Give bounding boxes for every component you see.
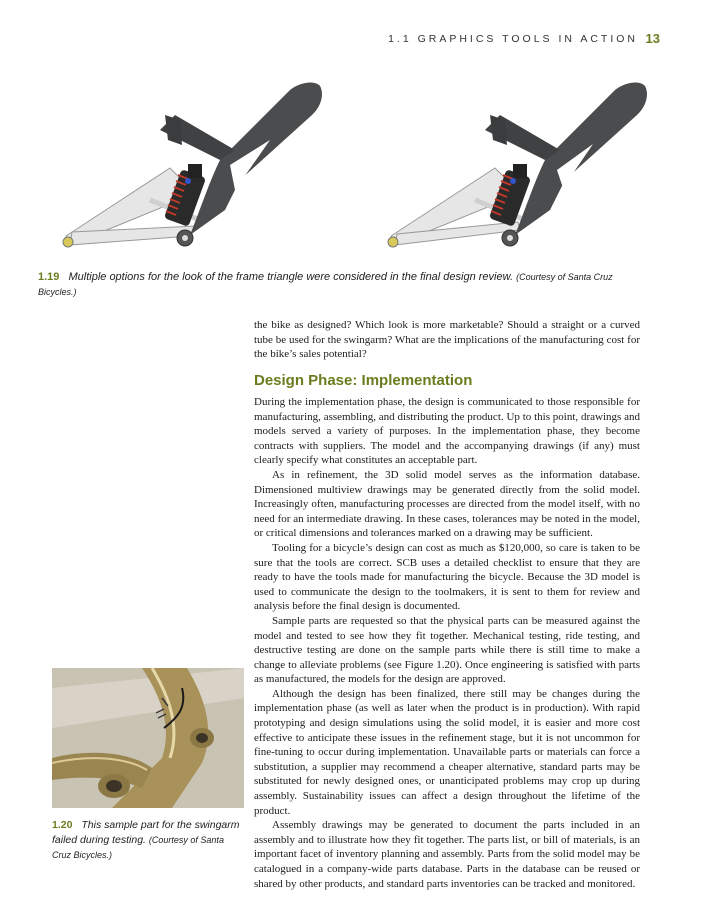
page-number: 13 — [645, 31, 660, 46]
frame-illustration-right — [355, 60, 655, 265]
figure-number: 1.20 — [52, 819, 73, 831]
section-body — [254, 395, 640, 891]
paragraph: Assembly drawings may be generated to document the parts included in an assembly and to illustrate how they fit together. The parts list, or bill of materials, is an important facet of inventory planning and assembly. Parts from the solid model may be catalogued in a company-wide parts database. Parts in the database can be reused or shared by other products, and standard parts inventories can be tracked and monitored. — [254, 819, 640, 890]
swingarm-part-illustration — [52, 668, 244, 808]
figure-number: 1.19 — [38, 271, 60, 283]
frame-illustration-left — [30, 60, 330, 265]
caption-text: This sample part for the swingarm failed during testing. — [52, 819, 240, 846]
intro-paragraph-block — [254, 318, 640, 362]
figure-1-20-photo — [52, 668, 244, 808]
figure-1-20-caption — [52, 818, 244, 863]
caption-credit: (Courtesy of Santa Cruz Bicycles.) — [52, 835, 224, 860]
caption-credit: (Courtesy of Santa Cruz Bicycles.) — [38, 272, 613, 297]
paragraph: Tooling for a bicycle’s design can cost as much as $120,000, so care is taken to be sure that the tools are correct. SCB uses a detailed checklist to ensure that they are ready to have the tools made for manufacturing the bicycle. Because the 3D model is used to communicate the design to the toolmakers, it is sent to them for review and analysis before the final design is documented. — [254, 541, 640, 613]
paragraph: During the implementation phase, the design is communicated to those responsible for manufacturing, assembling, and distributing the product. Up to this point, drawings and models served a variety of purposes. In the implementation phase, they become contracts with suppliers. The model and the accompanying drawings (if any) must clearly specify what constitutes an acceptable part. — [254, 396, 640, 467]
paragraph: Sample parts are requested so that the physical parts can be measured against the model and tested to see how they fit together. Mechanical testing, ride testing, and destructive testing are done on the sample parts while there is still time to make a change to alleviate problems (see Figure 1.20). Once engineering is satisfied with parts as manufactured, the models for the design are approved. — [254, 614, 640, 686]
paragraph: As in refinement, the 3D solid model serves as the information database. Dimensioned multiview drawings may be generated directly from the solid model. Increasingly often, manufacturing processes are directed from the model itself, with no need for an intermediate drawing. In these cases, tolerances may be noted in the model, or critical dimensions and tolerances marked on a drawing may be sufficient. — [254, 468, 640, 540]
figure-1-19-caption — [38, 270, 648, 300]
paragraph: Although the design has been finalized, there still may be changes during the implementation phase (as well as later when the product is in production). With rapid prototyping and design simulations using the solid model, it is easier and more cost effective to anticipate these issues in the refinement stage, but it is not uncommon for fine-tuning to occur during implementation. Unavailable parts or materials can force a substitution, a supplier may recommend a cheaper alternative, standard parts may be substituted for newly designed ones, or unanticipated problems may crop up during assembly. Sustainability issues can affect a design throughout the lifetime of the product. — [254, 687, 640, 817]
running-head: 1.1 GRAPHICS TOOLS IN ACTION — [388, 33, 638, 45]
intro-paragraph: the bike as designed? Which look is more marketable? Should a straight or a curved tube be used for the swingarm? What are the implications of the manufacturing cost for the bike’s sales potential? — [254, 319, 640, 361]
figure-1-19 — [30, 60, 670, 265]
section-heading: Design Phase: Implementation — [254, 372, 473, 389]
caption-text: Multiple options for the look of the frame triangle were considered in the final design review. — [68, 271, 514, 283]
